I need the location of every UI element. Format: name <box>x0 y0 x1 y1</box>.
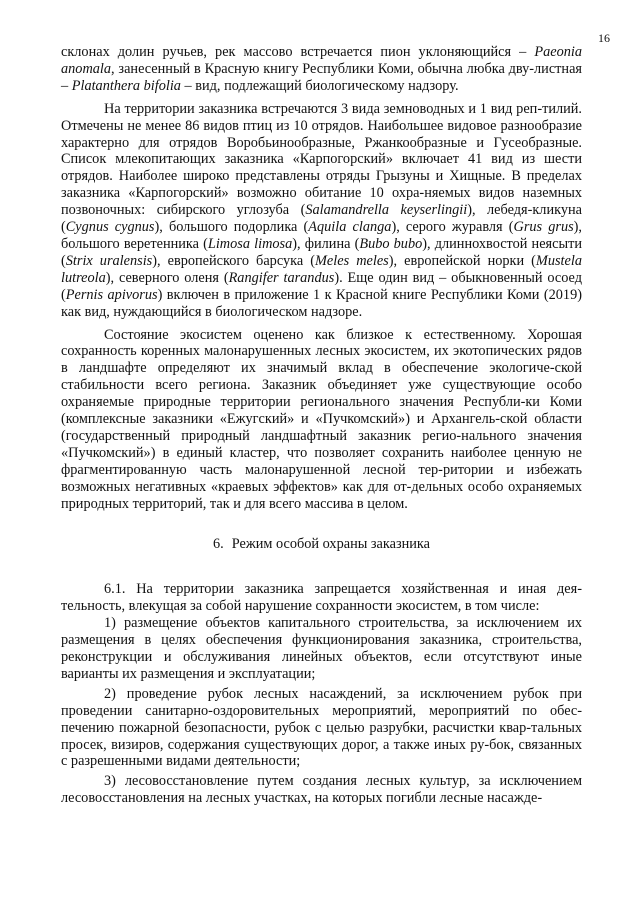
paragraph-fauna: На территории заказника встречаются 3 вида земноводных и 1 вид реп-тилий. Отмечены не менее 86 видов птиц из 10 отрядов. Наибольшее видовое разнообразие характерно для отрядов Воробьинообразные, Ржанкообразные и Гусеобразные. Список млекопитающих заказника «Карпогорский» включает 41 вид из шести отрядов. Наиболее широко представлены отряды Грызуны и Хищные. В пределах заказника «Карпогорский» возможно обитание 10 охра-няемых видов наземных позвоночных: сибирского углозуба (Salamandrella keyserlingii), лебедя-кликуна (Cygnus cygnus), большого подорлика (Aquila clanga), серого журавля (Grus grus), большого веретенника (Limosa limosa), филина (Bubo bubo), длиннохвостой неясыти (Strix uralensis), европейского барсука (Meles meles), европейской норки (Mustela lutreola), северного оленя (Rangifer tarandus). Еще один вид – обыкновенный осоед (Pernis apivorus) включен в приложение 1 к Красной книге Республики Коми (2019) как вид, нуждающийся в биологическом надзоре. <box>61 100 583 320</box>
list-item: 2) проведение рубок лесных насаждений, за исключением рубок при проведении санитарно-оздоровительных мероприятий, мероприятий по обес-печению пожарной безопасности, рубок с целью разрубки, расчистки квар-тальных просек, визиров, содержания существующих дорог, а также иных ру-бок, связанных с разрешенными видами деятельности; <box>61 685 582 770</box>
latin-name: Cygnus cygnus <box>65 219 155 236</box>
latin-name: Meles meles <box>315 252 389 269</box>
paragraph-6-1: 6.1. На территории заказника запрещается хозяйственная и иная дея-тельность, влекущая за собой нарушение сохранности экосистем, в том числе: <box>61 581 582 615</box>
paragraph-intro: склонах долин ручьев, рек массово встречается пион уклоняющийся – Paeonia anomala, занесенный в Красную книгу Республики Коми, обычна любка дву-листная – Platanthera bifolia – вид, подлежащий биологическому надзору. <box>61 44 582 94</box>
latin-name: Platanthera bifolia <box>71 77 181 94</box>
page-number: 16 <box>598 31 610 45</box>
list-item: 1) размещение объектов капитального строительства, за исключением их размещения в целях обеспечения функционирования заказника, строительства, реконструкции и обслуживания линейных объектов, если отсутствуют иные варианты их размещения и эксплуатации; <box>61 615 582 682</box>
latin-name: Mustela lutreola <box>61 252 582 286</box>
section-title: Режим особой охраны заказника <box>231 536 430 553</box>
latin-name: Bubo bubo <box>359 235 423 252</box>
latin-name: Grus grus <box>513 219 574 236</box>
latin-name: Salamandrella keyserlingii <box>305 202 468 219</box>
latin-name: Limosa limosa <box>207 235 293 252</box>
paragraph-ecosystem: Состояние экосистем оценено как близкое к естественному. Хорошая сохранность коренных малонарушенных лесных экосистем, их экотопических рядов в ландшафте определяют их значимый вклад в обеспечение экологиче-ской стабильности всего региона. Заказник объединяет уже существующие особо охраняемые природные территории регионального значения Республи-ки Коми (комплексные заказники «Ежугский» и «Пучкомский») и Архангель-ской области (государственный природный ландшафтный заказник регио-нального значения «Пучкомский») в единый кластер, что позволяет сохранить наиболее ценную не фрагментированную часть малонарушенной лесной тер-ритории и избежать возможных негативных «краевых эффектов» как для от-дельных особо охраняемых природных территорий, так и для всего массива в целом. <box>61 326 582 512</box>
list-item: 3) лесовосстановление путем создания лесных культур, за исключением лесовосстановления на лесных участках, на которых погибли лесные насажде- <box>61 773 582 807</box>
latin-name: Pernis apivorus <box>65 286 158 303</box>
latin-name: Paeonia anomala <box>61 44 582 77</box>
section-number: 6. <box>213 536 224 553</box>
section-heading <box>61 536 582 553</box>
latin-name: Strix uralensis <box>65 252 153 269</box>
latin-name: Rangifer tarandus <box>228 269 335 286</box>
latin-name: Aquila clanga <box>308 219 392 236</box>
document-body <box>61 44 582 807</box>
